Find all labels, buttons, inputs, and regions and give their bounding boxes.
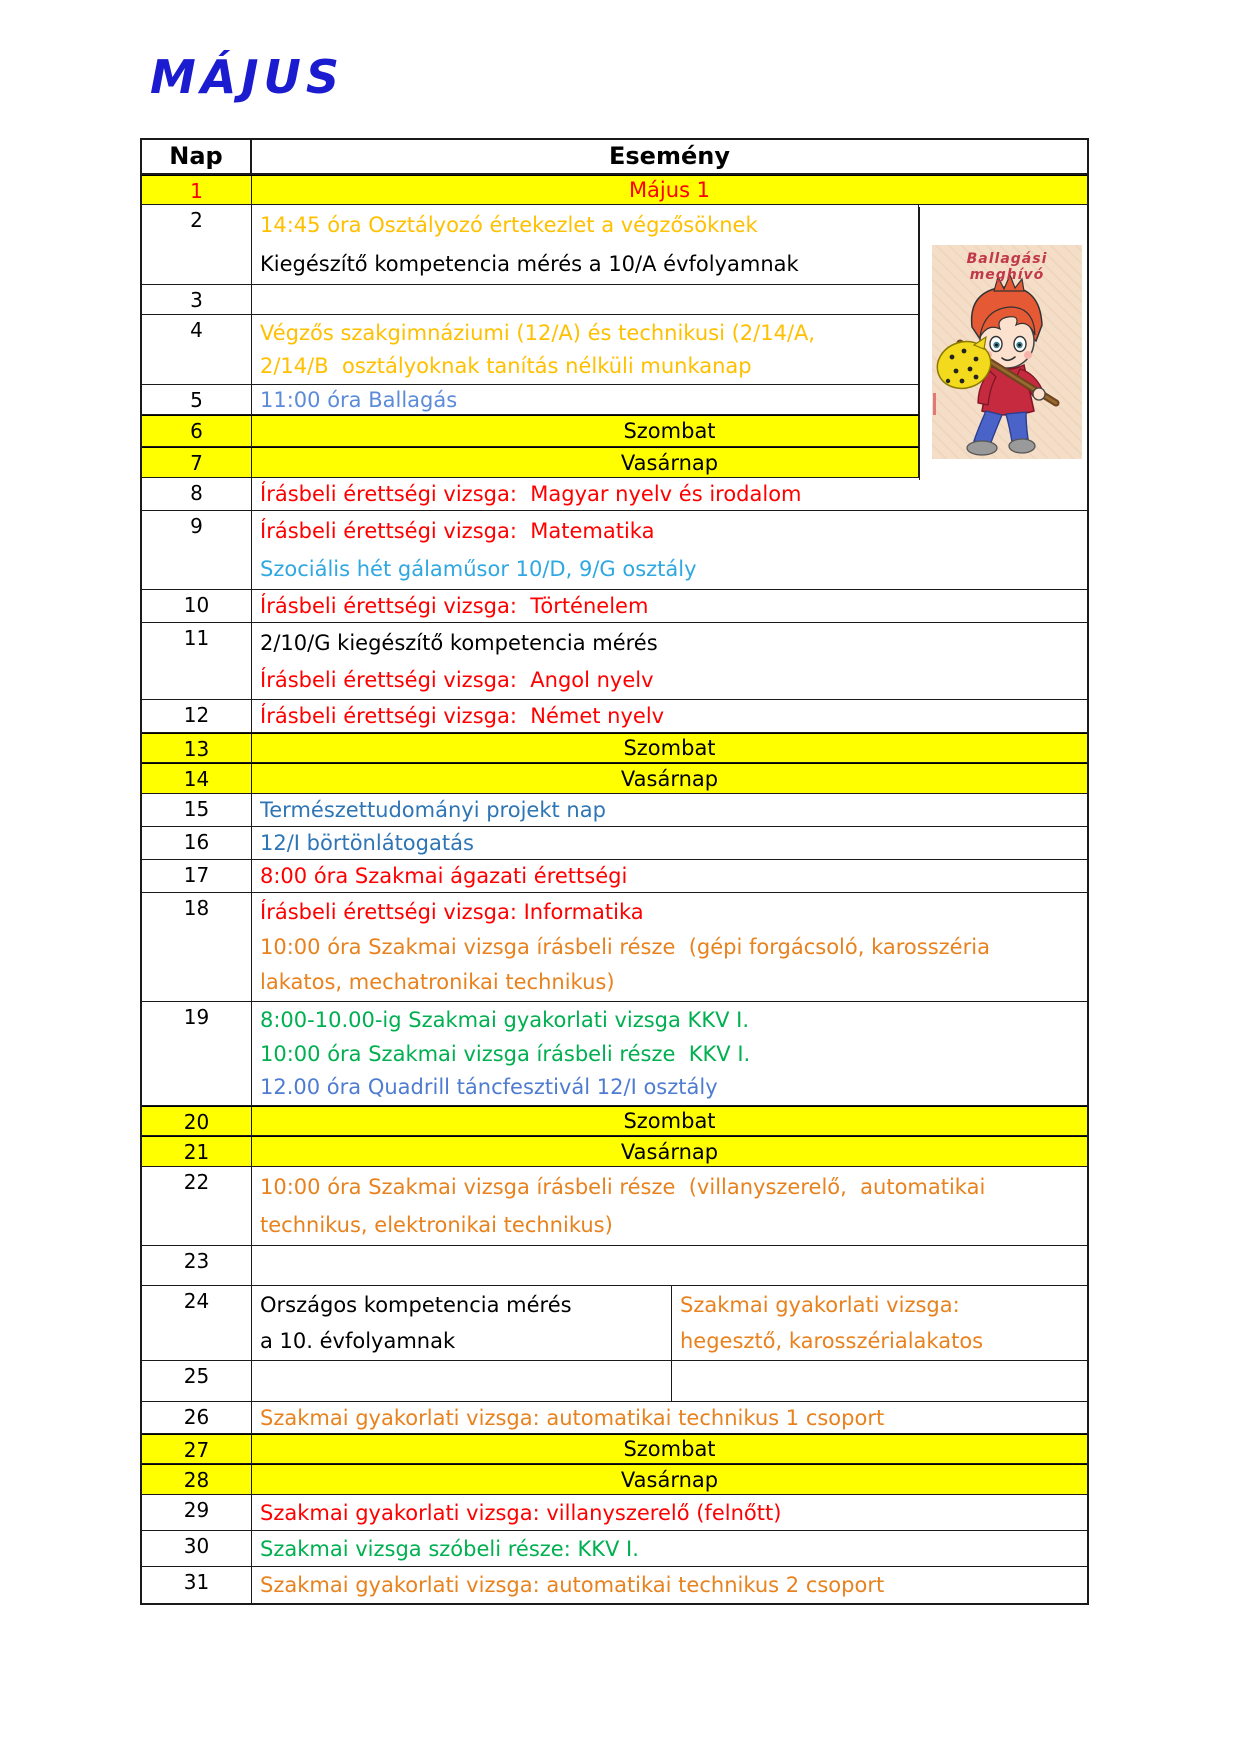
day-number: 2 (142, 205, 252, 284)
event-text: Írásbeli érettségi vizsga: Angol nyelv (260, 667, 654, 692)
event-text: Írásbeli érettségi vizsga: Történelem (260, 594, 649, 618)
table-row-day-23 (142, 1246, 1087, 1286)
weekend-label: Vasárnap (620, 1139, 719, 1164)
table-row-day-20 (142, 1106, 1087, 1136)
event-cell-left-sub (252, 1286, 672, 1360)
event-text: 10:00 óra Szakmai vizsga írásbeli része KKV I. (260, 1041, 751, 1066)
table-header (142, 140, 1087, 175)
event-text: Írásbeli érettségi vizsga: Német nyelv (260, 704, 665, 728)
table-row-day-10 (142, 590, 1087, 623)
event-cell-left-sub (252, 1361, 672, 1401)
day-number: 6 (142, 416, 252, 446)
day-number: 10 (142, 590, 252, 622)
day-number: 17 (142, 860, 252, 892)
event-cell (252, 385, 919, 414)
day-number: 21 (142, 1137, 252, 1166)
event-cell (252, 1567, 1087, 1603)
event-text: 12/I börtönlátogatás (260, 831, 474, 855)
holiday-label: Május 1 (628, 178, 711, 202)
table-row-day-1 (142, 175, 1087, 205)
day-number: 25 (142, 1361, 252, 1401)
table-row-day-15 (142, 794, 1087, 827)
weekend-label: Szombat (623, 419, 716, 443)
event-text: Szakmai gyakorlati vizsga: (680, 1293, 960, 1317)
day-number: 13 (142, 734, 252, 762)
header-day-column: Nap (142, 140, 252, 173)
event-text: 11:00 óra Ballagás (260, 387, 458, 412)
event-cell (252, 478, 1087, 510)
event-text: lakatos, mechatronikai technikus) (260, 970, 615, 995)
event-cell (252, 1002, 1087, 1105)
day-number: 8 (142, 478, 252, 510)
table-row-day-11 (142, 623, 1087, 700)
table-row-day-12 (142, 700, 1087, 733)
event-text: Szakmai gyakorlati vizsga: villanyszerelő (felnőtt) (260, 1500, 782, 1525)
event-text: 2/10/G kiegészítő kompetencia mérés (260, 630, 658, 655)
event-cell (252, 590, 1087, 622)
table-row-day-9 (142, 511, 1087, 590)
event-text: 10:00 óra Szakmai vizsga írásbeli része (gépi forgácsoló, karosszéria (260, 934, 990, 959)
event-text: Írásbeli érettségi vizsga: Informatika (260, 899, 644, 924)
day-number: 4 (142, 315, 252, 384)
event-text: Írásbeli érettségi vizsga: Matematika (260, 519, 655, 543)
day-number: 16 (142, 827, 252, 859)
day-number: 15 (142, 794, 252, 826)
page-title: MÁJUS (150, 50, 344, 104)
graduation-invitation-image (932, 245, 1082, 459)
event-text: Kiegészítő kompetencia mérés a 10/A évfolyamnak (260, 251, 799, 276)
day-number: 18 (142, 893, 252, 1001)
day-number: 19 (142, 1002, 252, 1105)
day-number: 5 (142, 385, 252, 414)
event-cell (252, 794, 1087, 826)
weekend-label: Vasárnap (620, 766, 719, 791)
weekend-label: Vasárnap (620, 1467, 719, 1492)
table-row-day-24 (142, 1286, 1087, 1361)
day-number: 20 (142, 1107, 252, 1135)
event-cell (252, 315, 919, 384)
table-row-day-18 (142, 893, 1087, 1002)
event-text: 2/14/B osztályoknak tanítás nélküli munkanap (260, 354, 752, 379)
day-number: 14 (142, 764, 252, 793)
event-text: 14:45 óra Osztályozó értekezlet a végzősöknek (260, 213, 758, 238)
day-number: 11 (142, 623, 252, 699)
table-row-day-30 (142, 1531, 1087, 1567)
day-number: 9 (142, 511, 252, 589)
day-number: 26 (142, 1402, 252, 1433)
event-text: Szociális hét gálaműsor 10/D, 9/G osztály (260, 557, 697, 581)
event-text: 8:00 óra Szakmai ágazati érettségi (260, 864, 628, 888)
event-text: Szakmai gyakorlati vizsga: automatikai technikus 1 csoport (260, 1405, 885, 1430)
table-row-day-17 (142, 860, 1087, 893)
day-number: 24 (142, 1286, 252, 1360)
invitation-caption: Ballagási meghívó (966, 251, 1048, 283)
event-text: Szakmai gyakorlati vizsga: automatikai technikus 2 csoport (260, 1573, 885, 1597)
table-row-day-29 (142, 1495, 1087, 1531)
day-number: 31 (142, 1567, 252, 1603)
event-cell (252, 1531, 1087, 1566)
day-number: 29 (142, 1495, 252, 1530)
event-text: 8:00-10.00-ig Szakmai gyakorlati vizsga KKV I. (260, 1007, 750, 1032)
weekend-label: Vasárnap (620, 450, 719, 475)
day-number: 7 (142, 448, 252, 477)
event-cell (252, 1402, 1087, 1433)
table-row-day-14 (142, 763, 1087, 794)
day-number: 3 (142, 285, 252, 314)
table-row-day-31 (142, 1567, 1087, 1603)
event-cell (252, 893, 1087, 1001)
table-row-day-16 (142, 827, 1087, 860)
table-row-day-26 (142, 1402, 1087, 1434)
table-row-day-8 (142, 478, 1087, 511)
event-text: technikus, elektronikai technikus) (260, 1213, 613, 1237)
event-cell (252, 860, 1087, 892)
event-cell (252, 827, 1087, 859)
table-row-day-19 (142, 1002, 1087, 1106)
event-text: hegesztő, karosszérialakatos (680, 1329, 984, 1353)
event-text: Természettudományi projekt nap (260, 798, 606, 822)
day-number: 1 (142, 176, 252, 204)
event-cell (252, 205, 919, 284)
event-cell (252, 623, 1087, 699)
invitation-image-cell (919, 207, 1087, 480)
event-cell (252, 1167, 1087, 1245)
table-row-day-28 (142, 1464, 1087, 1495)
header-event-column: Esemény (609, 142, 730, 170)
event-text: Szakmai vizsga szóbeli része: KKV I. (260, 1536, 639, 1561)
table-row-day-25 (142, 1361, 1087, 1402)
table-row-day-22 (142, 1167, 1087, 1246)
day-number: 12 (142, 700, 252, 732)
event-cell-right-sub (672, 1361, 1087, 1401)
table-row-day-13 (142, 733, 1087, 763)
event-cell-right-sub (672, 1286, 1087, 1360)
table-row-day-21 (142, 1136, 1087, 1167)
event-cell (252, 700, 1087, 732)
day-number: 23 (142, 1246, 252, 1285)
event-text: Írásbeli érettségi vizsga: Magyar nyelv és irodalom (260, 482, 802, 506)
weekend-label: Szombat (623, 1109, 716, 1133)
event-cell (252, 511, 1087, 589)
table-row-day-27 (142, 1434, 1087, 1464)
day-number: 30 (142, 1531, 252, 1566)
weekend-label: Szombat (623, 736, 716, 760)
event-text: 10:00 óra Szakmai vizsga írásbeli része (villanyszerelő, automatikai (260, 1175, 986, 1199)
event-text: Országos kompetencia mérés (260, 1293, 572, 1317)
event-text: 12.00 óra Quadrill táncfesztivál 12/I osztály (260, 1075, 718, 1100)
event-text: Végzős szakgimnáziumi (12/A) és technikusi (2/14/A, (260, 320, 816, 345)
calendar-table (140, 138, 1089, 1605)
day-number: 28 (142, 1465, 252, 1494)
event-cell (252, 1246, 1087, 1285)
weekend-label: Szombat (623, 1437, 716, 1461)
event-cell (252, 285, 919, 314)
event-text: a 10. évfolyamnak (260, 1329, 456, 1353)
event-cell (252, 1495, 1087, 1530)
day-number: 22 (142, 1167, 252, 1245)
day-number: 27 (142, 1435, 252, 1463)
